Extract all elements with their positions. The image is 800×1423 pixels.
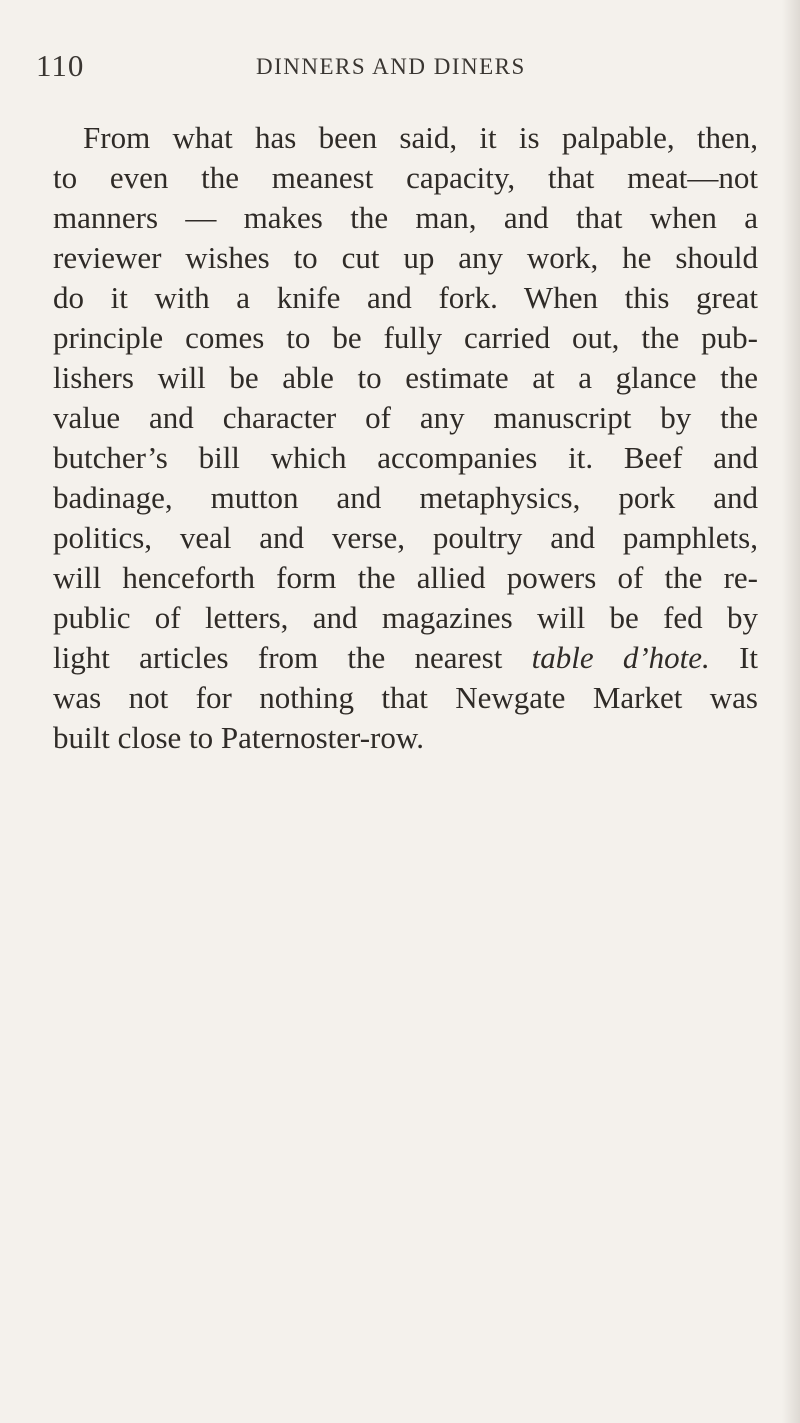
text-line: lishers will be able to estimate at a glance the [53,360,758,395]
text-line: value and character of any manuscript by the [53,400,758,435]
text-line: manners — makes the man, and that when a [53,200,758,235]
text-line: will henceforth form the allied powers of the re- [53,560,758,595]
text-line: butcher’s bill which accompanies it. Beef and [53,440,758,475]
text-line: to even the meanest capacity, that meat—not [53,160,758,195]
text-line: politics, veal and verse, poultry and pamphlets, [53,520,758,555]
page-number: 110 [36,48,85,83]
text-line: badinage, mutton and metaphysics, pork and [53,480,758,515]
running-title: DINNERS AND DINERS [256,54,526,79]
text-line: From what has been said, it is palpable, then, [83,120,758,155]
text-segment: light articles from the nearest [53,640,532,675]
text-segment: It [709,640,758,675]
text-line: reviewer wishes to cut up any work, he should [53,240,758,275]
italic-phrase: table d’hote. [531,640,710,675]
text-line: principle comes to be fully carried out, the pub- [53,320,758,355]
text-line: public of letters, and magazines will be fed by [53,600,758,635]
text-line: was not for nothing that Newgate Market was [53,680,758,715]
text-line: do it with a knife and fork. When this great [53,280,758,315]
body-paragraph [53,118,758,758]
page-header [36,48,756,88]
text-line [53,638,758,678]
page-edge-shadow [782,0,800,1423]
text-line-last: built close to Paternoster-row. [53,720,425,755]
